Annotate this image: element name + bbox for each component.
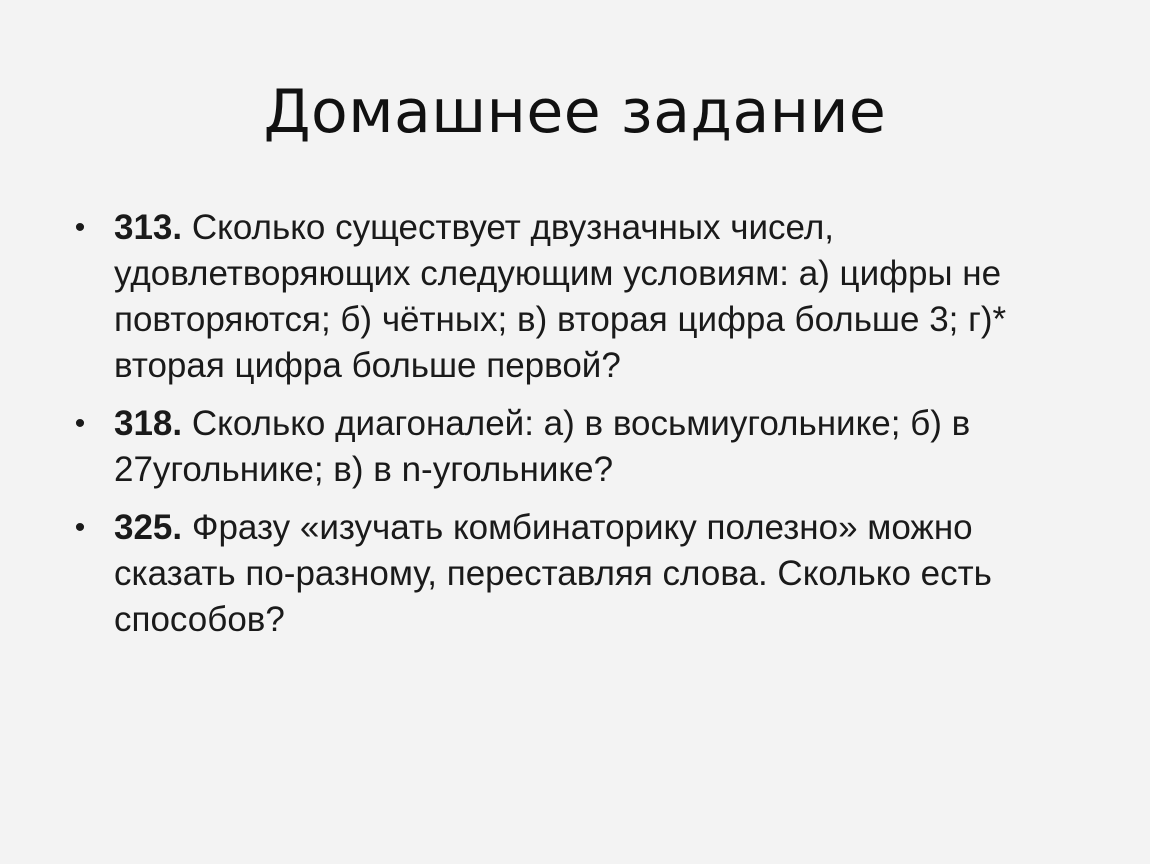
task-number: 318.: [114, 404, 192, 443]
bullet-icon: •: [74, 511, 86, 544]
bullet-icon: •: [74, 211, 86, 244]
task-item-313: [70, 205, 1070, 389]
task-text: Сколько существует двузначных чисел, удовлетворяющих следующим условиям: а) цифры не повторяются; б) чётных; в) вторая цифра больше 3; г)* вторая цифра больше первой?: [114, 208, 1007, 385]
bullet-icon: •: [74, 407, 86, 440]
task-item-318: [70, 401, 1070, 493]
task-item-325: [70, 505, 1070, 643]
task-number: 325.: [114, 508, 192, 547]
slide-title: Домашнее задание: [263, 77, 887, 147]
task-text: Фразу «изучать комбинаторику полезно» можно сказать по-разному, переставляя слова. Сколько есть способов?: [114, 508, 992, 639]
task-text: Сколько диагоналей: а) в восьмиугольнике; б) в 27угольнике; в) в n-угольнике?: [114, 404, 971, 489]
task-number: 313.: [114, 208, 192, 247]
task-list: [70, 205, 1070, 655]
